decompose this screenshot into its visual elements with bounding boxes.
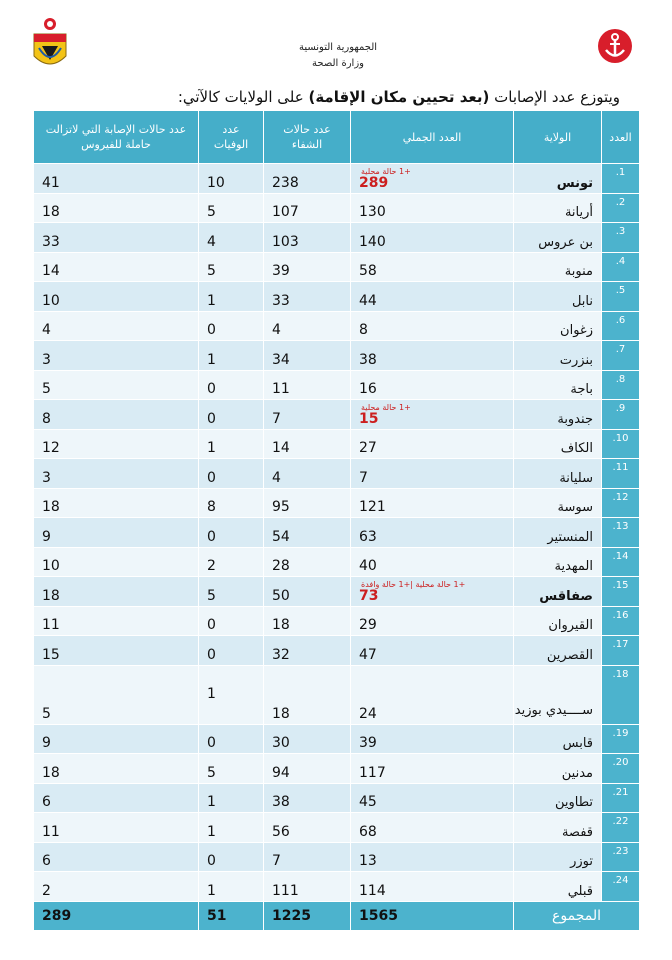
active-count: 4 (34, 311, 199, 341)
total-cases (351, 341, 514, 371)
governorate-label: باجة (570, 382, 593, 397)
row-index: 1. (602, 164, 640, 194)
heading-prefix: ويتوزع عدد الإصابات (489, 88, 620, 106)
governorate-label: زغوان (560, 323, 593, 338)
header-governorate: الولاية (514, 111, 602, 164)
total-value: 8 (359, 322, 368, 338)
table-row (34, 636, 640, 666)
governorate-name (514, 665, 602, 724)
total-cases (351, 193, 514, 223)
governorate-name (514, 223, 602, 253)
recovered-count: 95 (264, 488, 351, 518)
deaths-count: 10 (199, 164, 264, 194)
governorate-name (514, 783, 602, 813)
governorate-name (514, 370, 602, 400)
total-value: 44 (359, 292, 377, 309)
total-value: 13 (359, 853, 377, 869)
row-index: 24. (602, 872, 640, 902)
total-cases (351, 783, 514, 813)
deaths-count: 0 (199, 724, 264, 754)
deaths-count: 0 (199, 606, 264, 636)
row-index: 3. (602, 223, 640, 253)
governorate-name (514, 311, 602, 341)
table-row (34, 400, 640, 430)
total-cases (351, 577, 514, 607)
total-cases (351, 164, 514, 194)
total-value: 47 (359, 646, 377, 663)
cases-by-governorate-table (33, 110, 640, 931)
active-count: 18 (34, 577, 199, 607)
governorate-name (514, 282, 602, 312)
table-footer-row (34, 901, 640, 930)
row-index: 5. (602, 282, 640, 312)
table-row (34, 783, 640, 813)
footer-active: 289 (34, 901, 199, 930)
recovered-count: 107 (264, 193, 351, 223)
total-value: 130 (359, 204, 386, 220)
row-index: 19. (602, 724, 640, 754)
footer-total: 1565 (351, 901, 514, 930)
governorate-label: منوبة (564, 264, 593, 279)
deaths-count: 1 (199, 813, 264, 843)
row-index: 20. (602, 754, 640, 784)
governorate-label: بنزرت (559, 352, 593, 368)
active-count: 11 (34, 813, 199, 843)
deaths-count: 0 (199, 842, 264, 872)
total-value: 73 (359, 587, 379, 604)
governorate-name (514, 577, 602, 607)
active-count: 8 (34, 400, 199, 430)
local-case-note: +1 حالة محلية (361, 167, 411, 176)
governorate-name (514, 606, 602, 636)
header-active-line2: حاملة للفيروس (81, 138, 151, 151)
table-row (34, 193, 640, 223)
governorate-label: تطاوين (554, 795, 593, 810)
total-value: 29 (359, 617, 377, 633)
footer-deaths: 51 (199, 901, 264, 930)
deaths-count: 2 (199, 547, 264, 577)
local-case-note: +1 حالة محلية |+1 حالة وافدة (361, 580, 466, 589)
deaths-count: 0 (199, 370, 264, 400)
total-cases (351, 606, 514, 636)
table-row (34, 842, 640, 872)
recovered-count: 32 (264, 636, 351, 666)
deaths-count: 5 (199, 193, 264, 223)
row-index: 12. (602, 488, 640, 518)
recovered-count: 56 (264, 813, 351, 843)
governorate-name (514, 459, 602, 489)
recovered-count: 4 (264, 311, 351, 341)
governorate-name (514, 842, 602, 872)
recovered-count: 50 (264, 577, 351, 607)
deaths-count: 0 (199, 636, 264, 666)
tunisia-coat-of-arms-icon (28, 16, 72, 74)
governorate-label: الكاف (560, 441, 593, 456)
total-value: 39 (359, 735, 377, 751)
header-active-line1: عدد حالات الإصابة التي لاتزالت (45, 123, 187, 136)
local-case-note: +1 حالة محلية (361, 403, 411, 412)
table-row (34, 577, 640, 607)
active-count: 2 (34, 872, 199, 902)
governorate-label: القصرين (546, 647, 593, 663)
governorate-label: القيروان (548, 618, 593, 633)
total-value: 24 (359, 705, 377, 722)
heading-suffix: على الولايات كالآتي: (177, 88, 309, 106)
active-count: 5 (34, 665, 199, 724)
total-value: 63 (359, 528, 377, 545)
row-index: 7. (602, 341, 640, 371)
active-count: 6 (34, 842, 199, 872)
table-row (34, 488, 640, 518)
recovered-count: 18 (264, 665, 351, 724)
total-value: 114 (359, 882, 386, 899)
recovered-count: 18 (264, 606, 351, 636)
country-name: الجمهورية التونسية (298, 42, 378, 53)
table-row (34, 164, 640, 194)
active-count: 9 (34, 724, 199, 754)
total-cases (351, 636, 514, 666)
governorate-label: مدنين (561, 765, 593, 781)
deaths-count: 0 (199, 311, 264, 341)
row-index: 18. (602, 665, 640, 724)
active-count: 18 (34, 193, 199, 223)
recovered-count: 39 (264, 252, 351, 282)
row-index: 21. (602, 783, 640, 813)
total-cases (351, 223, 514, 253)
footer-label: المجموع (514, 901, 640, 930)
deaths-count: 5 (199, 252, 264, 282)
governorate-name (514, 164, 602, 194)
active-count: 33 (34, 223, 199, 253)
table-row (34, 606, 640, 636)
active-count: 41 (34, 164, 199, 194)
deaths-count: 8 (199, 488, 264, 518)
active-count: 18 (34, 488, 199, 518)
ministry-header (288, 40, 388, 72)
governorate-label: سليانة (559, 470, 593, 486)
table-row (34, 429, 640, 459)
total-value: 68 (359, 823, 377, 840)
governorate-label: قابس (562, 736, 593, 751)
governorate-label: صفاقس (539, 588, 593, 604)
footer-recovered: 1225 (264, 901, 351, 930)
governorate-label: نابل (571, 293, 593, 309)
table-row (34, 813, 640, 843)
active-count: 3 (34, 459, 199, 489)
governorate-name (514, 872, 602, 902)
total-cases (351, 754, 514, 784)
governorate-label: جندوبة (557, 411, 593, 427)
governorate-label: أريانة (564, 205, 593, 220)
recovered-count: 11 (264, 370, 351, 400)
total-cases (351, 665, 514, 724)
total-value: 140 (359, 233, 386, 250)
active-count: 11 (34, 606, 199, 636)
recovered-count: 54 (264, 518, 351, 548)
header-recovered (264, 111, 351, 164)
row-index: 13. (602, 518, 640, 548)
recovered-count: 7 (264, 400, 351, 430)
row-index: 11. (602, 459, 640, 489)
total-cases (351, 311, 514, 341)
total-cases (351, 813, 514, 843)
recovered-count: 111 (264, 872, 351, 902)
total-cases (351, 724, 514, 754)
total-cases (351, 282, 514, 312)
header-deaths (199, 111, 264, 164)
row-index: 2. (602, 193, 640, 223)
header-deaths-line2: الوفيات (213, 138, 249, 151)
table-header-row (34, 111, 640, 164)
deaths-count: 1 (199, 429, 264, 459)
active-count: 15 (34, 636, 199, 666)
active-count: 5 (34, 370, 199, 400)
total-cases (351, 252, 514, 282)
row-index: 9. (602, 400, 640, 430)
governorate-name (514, 813, 602, 843)
row-index: 17. (602, 636, 640, 666)
recovered-count: 33 (264, 282, 351, 312)
active-count: 18 (34, 754, 199, 784)
row-index: 16. (602, 606, 640, 636)
total-value: 38 (359, 351, 377, 368)
recovered-count: 103 (264, 223, 351, 253)
total-value: 58 (359, 263, 377, 279)
table-row (34, 518, 640, 548)
table-row (34, 223, 640, 253)
total-cases (351, 459, 514, 489)
deaths-count: 1 (199, 872, 264, 902)
active-count: 9 (34, 518, 199, 548)
total-cases (351, 429, 514, 459)
table-row (34, 311, 640, 341)
governorate-label: توزر (570, 854, 593, 869)
governorate-name (514, 636, 602, 666)
deaths-count: 1 (199, 783, 264, 813)
total-value: 45 (359, 794, 377, 810)
table-row (34, 665, 640, 724)
recovered-count: 28 (264, 547, 351, 577)
row-index: 14. (602, 547, 640, 577)
deaths-count: 5 (199, 754, 264, 784)
recovered-count: 4 (264, 459, 351, 489)
governorate-label: قفصة (561, 824, 593, 840)
header-recovered-line1: عدد حالات (283, 123, 331, 136)
deaths-count: 1 (199, 341, 264, 371)
header-total: العدد الجملي (351, 111, 514, 164)
row-index: 8. (602, 370, 640, 400)
total-cases (351, 518, 514, 548)
table-row (34, 872, 640, 902)
table-row (34, 282, 640, 312)
deaths-count: 1 (199, 665, 264, 724)
section-heading (150, 88, 620, 106)
governorate-name (514, 400, 602, 430)
total-value: 40 (359, 558, 377, 574)
deaths-count: 0 (199, 459, 264, 489)
governorate-label: سوسة (557, 500, 593, 515)
governorate-name (514, 518, 602, 548)
table-row (34, 754, 640, 784)
row-index: 22. (602, 813, 640, 843)
governorate-name (514, 754, 602, 784)
deaths-count: 0 (199, 400, 264, 430)
recovered-count: 94 (264, 754, 351, 784)
table-row (34, 252, 640, 282)
governorate-label: ســــيدي بوزيد (514, 702, 593, 718)
heading-bold: (بعد تحيين مكان الإقامة) (308, 88, 490, 106)
total-cases (351, 488, 514, 518)
active-count: 6 (34, 783, 199, 813)
table-row (34, 370, 640, 400)
total-value: 27 (359, 440, 377, 456)
total-cases (351, 872, 514, 902)
governorate-label: بن عروس (538, 234, 593, 250)
governorate-name (514, 341, 602, 371)
table-row (34, 547, 640, 577)
deaths-count: 5 (199, 577, 264, 607)
row-index: 23. (602, 842, 640, 872)
active-count: 3 (34, 341, 199, 371)
governorate-name (514, 193, 602, 223)
active-count: 10 (34, 547, 199, 577)
governorate-name (514, 429, 602, 459)
total-cases (351, 370, 514, 400)
recovered-count: 34 (264, 341, 351, 371)
governorate-name (514, 252, 602, 282)
recovered-count: 7 (264, 842, 351, 872)
governorate-label: المهدية (554, 559, 593, 574)
recovered-count: 38 (264, 783, 351, 813)
recovered-count: 238 (264, 164, 351, 194)
deaths-count: 0 (199, 518, 264, 548)
total-value: 117 (359, 764, 386, 781)
active-count: 12 (34, 429, 199, 459)
governorate-label: قبلي (567, 883, 593, 899)
total-cases (351, 842, 514, 872)
active-count: 14 (34, 252, 199, 282)
header-index: العدد (602, 111, 640, 164)
governorate-name (514, 547, 602, 577)
total-value: 7 (359, 469, 368, 486)
header-deaths-line1: عدد (222, 123, 240, 136)
table-row (34, 341, 640, 371)
row-index: 15. (602, 577, 640, 607)
total-value: 15 (359, 410, 379, 427)
deaths-count: 1 (199, 282, 264, 312)
row-index: 4. (602, 252, 640, 282)
header-recovered-line2: الشفاء (291, 138, 323, 151)
total-cases (351, 547, 514, 577)
recovered-count: 14 (264, 429, 351, 459)
ministry-name: وزارة الصحة (312, 58, 364, 69)
governorate-label: تونس (556, 175, 593, 191)
table-row (34, 724, 640, 754)
table-row (34, 459, 640, 489)
governorate-name (514, 724, 602, 754)
row-index: 10. (602, 429, 640, 459)
deaths-count: 4 (199, 223, 264, 253)
recovered-count: 30 (264, 724, 351, 754)
total-cases (351, 400, 514, 430)
red-crescent-anchor-logo-icon (597, 28, 633, 64)
row-index: 6. (602, 311, 640, 341)
total-value: 16 (359, 381, 377, 397)
total-value: 289 (359, 174, 389, 191)
total-value: 121 (359, 499, 386, 515)
header-active (34, 111, 199, 164)
governorate-name (514, 488, 602, 518)
table-body (34, 164, 640, 902)
governorate-label: المنستير (547, 529, 593, 545)
active-count: 10 (34, 282, 199, 312)
